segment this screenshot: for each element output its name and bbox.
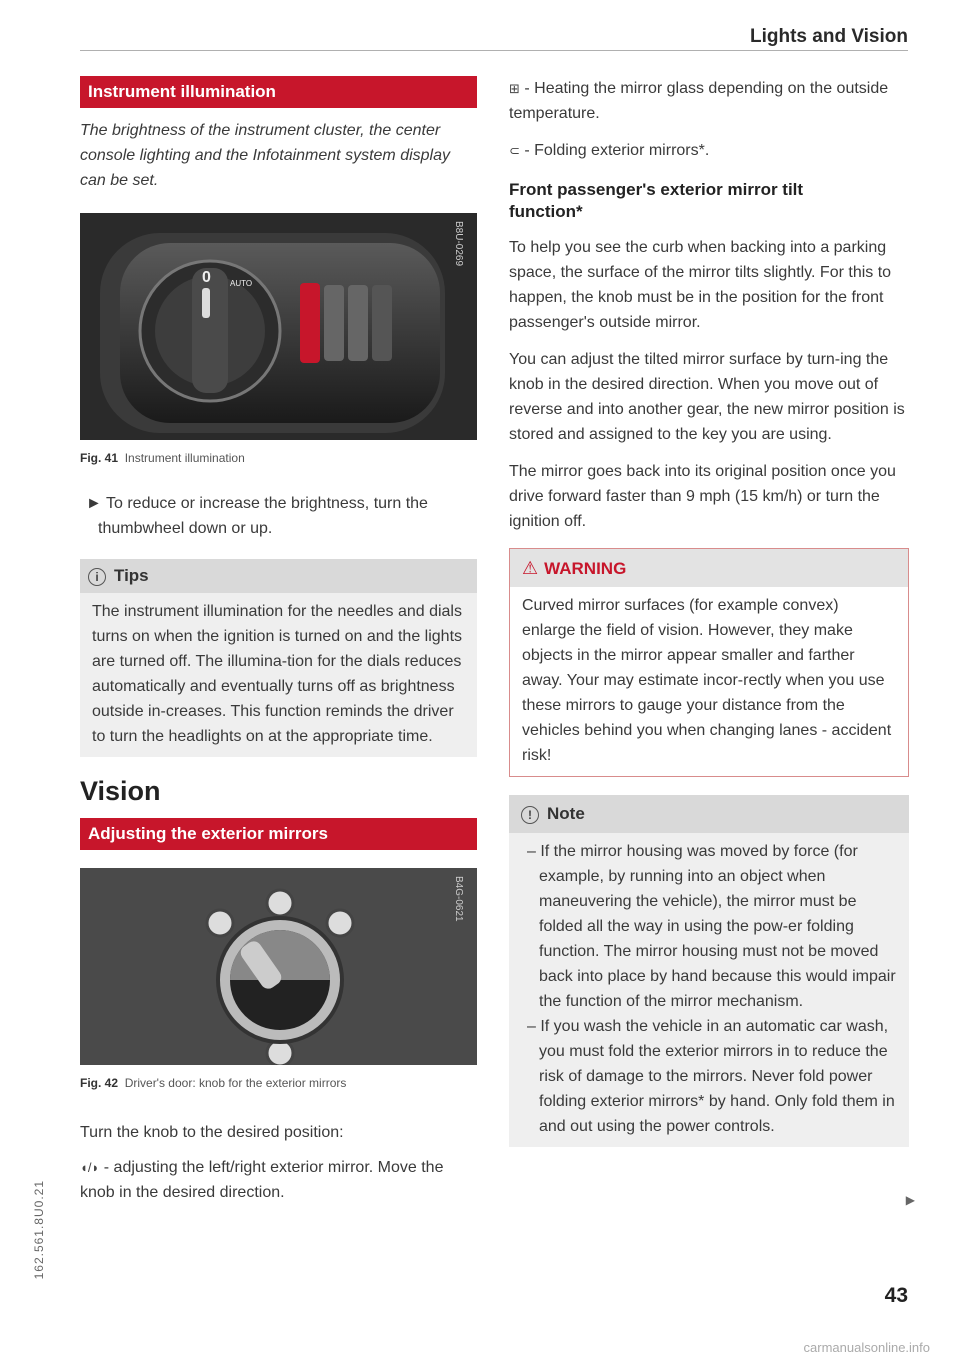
heating-label: - Heating the mirror glass depending on the outside temperature. xyxy=(509,80,889,122)
figure-42-label: Fig. 42 xyxy=(80,1076,119,1090)
section-heading-exterior-mirrors: Adjusting the exterior mirrors xyxy=(80,818,477,850)
adjust-mirror-text xyxy=(80,1155,477,1205)
section-intro: The brightness of the instrument cluster, the center console lighting and the Infotainment system display can be set. xyxy=(80,122,450,189)
figure-41-code: B8U-0269 xyxy=(453,221,464,267)
turn-knob-text: Turn the knob to the desired position: xyxy=(80,1124,344,1141)
knob-label-auto: AUTO xyxy=(230,279,253,288)
note-exclamation-icon: ! xyxy=(521,806,539,824)
side-document-code: 162.561.8U0.21 xyxy=(32,1180,46,1280)
figure-41-caption xyxy=(80,446,477,471)
tips-header xyxy=(80,559,477,593)
tilt-paragraph-2: You can adjust the tilted mirror surface by turn-ing the knob in the desired direction. When you move out of reverse and into another gear, the new mirror position is stored and assigned to the key you are using. xyxy=(509,351,905,443)
mirror-heating-icon: ⊞ xyxy=(509,81,520,96)
figure-41-caption-text: Instrument illumination xyxy=(124,451,245,465)
adjust-mirror-label: - adjusting the left/right exterior mirror. Move the knob in the desired direction. xyxy=(80,1159,444,1201)
figure-42-image xyxy=(80,868,477,1065)
folding-text xyxy=(509,138,909,163)
tilt-paragraph-3: The mirror goes back into its original position once you drive forward faster than 9 mph (15 km/h) or turn the ignition off. xyxy=(509,463,896,530)
note-header xyxy=(509,795,909,833)
left-column xyxy=(80,76,477,1205)
figure-41-label: Fig. 41 xyxy=(80,451,119,465)
figure-42-caption-text: Driver's door: knob for the exterior mirrors xyxy=(124,1076,347,1090)
right-column xyxy=(509,76,915,1207)
vision-heading: Vision xyxy=(80,776,161,806)
tips-text: The instrument illumination for the needles and dials turns on when the ignition is turned on and the lights are turned off. The illumina-tion for the dials reduces automatically and eventually turns off as brightness outside in-creases. This function reminds the driver to turn the headlights on at the appropriate time. xyxy=(92,603,463,745)
light-switch-illustration xyxy=(80,213,477,440)
figure-41-image xyxy=(80,213,477,440)
page-number: 43 xyxy=(884,1284,908,1307)
figure-42-caption xyxy=(80,1071,477,1096)
section-heading-instrument-illumination: Instrument illumination xyxy=(80,76,477,108)
info-icon: i xyxy=(88,568,106,586)
knob-label-off: 0 xyxy=(202,269,211,286)
tips-box xyxy=(80,559,477,757)
heating-text xyxy=(509,76,909,126)
mirror-knob-illustration xyxy=(80,868,477,1065)
step-brightness: ► To reduce or increase the brightness, turn the thumbwheel down or up. xyxy=(86,495,428,537)
header-rule xyxy=(80,50,908,51)
figure-42-code: B4G-0621 xyxy=(453,876,464,922)
watermark: carmanualsonline.info xyxy=(803,1340,930,1355)
note-box xyxy=(509,795,909,1147)
note-title: Note xyxy=(547,804,585,823)
tilt-paragraph-1: To help you see the curb when backing into a parking space, the surface of the mirror tilts slightly. For this to happen, the knob must be in the position for the front passenger's outside mirror. xyxy=(509,239,892,331)
warning-header xyxy=(510,549,908,587)
warning-text: Curved mirror surfaces (for example convex) enlarge the field of vision. However, they make objects in the mirror appear smaller and farther away. Your may estimate incor-rectly when you use these mirrors to gauge your distance from the vehicles behind you when changing lanes - accident risk! xyxy=(522,597,892,764)
warning-triangle-icon: ⚠ xyxy=(522,558,539,578)
note-item-1: – If the mirror housing was moved by force (for example, by running into an object when maneuvering the vehicle), the mirror must be folded all the way in using the pow-er folding function. The mirror housing must not be moved back into place by hand because this would impair the function of the mirror mechanism. xyxy=(527,843,896,1010)
warning-title: WARNING xyxy=(544,559,627,578)
tips-title: Tips xyxy=(114,566,149,585)
mirror-left-right-icon: ◖/◗ xyxy=(80,1160,100,1175)
warning-box xyxy=(509,548,909,777)
continue-arrow-icon: ▶ xyxy=(905,1193,915,1207)
mirror-folding-icon: ⊂ xyxy=(509,143,520,158)
folding-label: - Folding exterior mirrors*. xyxy=(524,142,710,159)
tilt-function-heading: Front passenger's exterior mirror tilt function* xyxy=(509,180,804,221)
chapter-title: Lights and Vision xyxy=(750,26,908,47)
note-item-2: – If you wash the vehicle in an automatic car wash, you must fold the exterior mirrors in to reduce the risk of damage to the mirrors. Never fold power folding exterior mirrors* by hand. Only fold them in and out using the power controls. xyxy=(527,1018,895,1135)
